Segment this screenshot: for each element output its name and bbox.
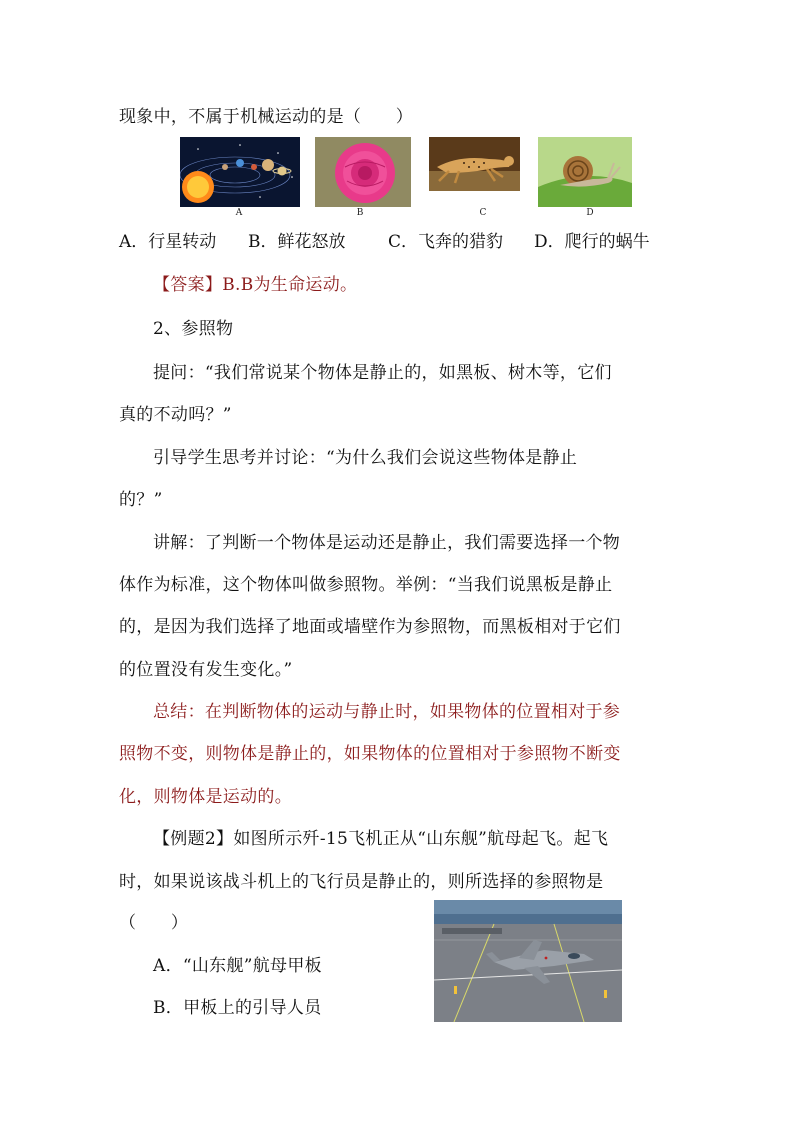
snail-picture — [538, 137, 632, 207]
option-b: B．鲜花怒放 — [248, 232, 346, 252]
section-heading: 2、参照物 — [153, 319, 234, 339]
picture-label-a: A — [235, 208, 243, 218]
running-cheetah-picture — [429, 137, 520, 191]
picture-label-c: C — [479, 208, 487, 218]
explain-line-1: 讲解：了判断一个物体是运动还是静止，我们需要选择一个物 — [153, 533, 621, 553]
example-option-b: B．甲板上的引导人员 — [153, 998, 322, 1018]
summary-line-1: 总结：在判断物体的运动与静止时，如果物体的位置相对于参 — [153, 702, 621, 722]
example-line-2: 时，如果说该战斗机上的飞行员是静止的，则所选择的参照物是 — [119, 872, 604, 892]
answer-line — [153, 274, 357, 296]
answer-tag: 【答案】 — [153, 275, 223, 295]
picture-label-d: D — [586, 208, 594, 218]
ask-line-2: 真的不动吗？” — [119, 405, 232, 425]
option-a: A．行星转动 — [119, 232, 217, 252]
option-d: D．爬行的蜗牛 — [534, 232, 650, 252]
summary-line-2: 照物不变，则物体是静止的，如果物体的位置相对于参照物不断变 — [119, 744, 621, 764]
option-c: C．飞奔的猎豹 — [388, 232, 504, 252]
ask-line-1: 提问：“我们常说某个物体是静止的，如黑板、树木等，它们 — [153, 363, 612, 383]
explain-line-2: 体作为标准，这个物体叫做参照物。举例：“当我们说黑板是静止 — [119, 575, 613, 595]
explain-line-3: 的，是因为我们选择了地面或墙壁作为参照物，而黑板相对于它们 — [119, 617, 621, 637]
question-stem: 现象中，不属于机械运动的是（ ） — [119, 107, 414, 127]
picture-label-b: B — [356, 208, 364, 218]
solar-system-picture — [180, 137, 300, 207]
example-line-1: 【例题2】如图所示歼-15飞机正从“山东舰”航母起飞。起飞 — [153, 829, 609, 849]
explain-line-4: 的位置没有发生变化。” — [119, 660, 293, 680]
answer-text: B.B为生命运动。 — [222, 275, 358, 295]
rose-flower-picture — [315, 137, 411, 207]
summary-line-3: 化，则物体是运动的。 — [119, 787, 292, 807]
guide-line-1: 引导学生思考并讨论：“为什么我们会说这些物体是静止 — [153, 448, 578, 468]
example-option-a: A．“山东舰”航母甲板 — [153, 956, 322, 976]
guide-line-2: 的？” — [119, 490, 163, 510]
aircraft-carrier-jet-picture — [434, 900, 622, 1022]
example-blank: （ ） — [119, 913, 189, 933]
